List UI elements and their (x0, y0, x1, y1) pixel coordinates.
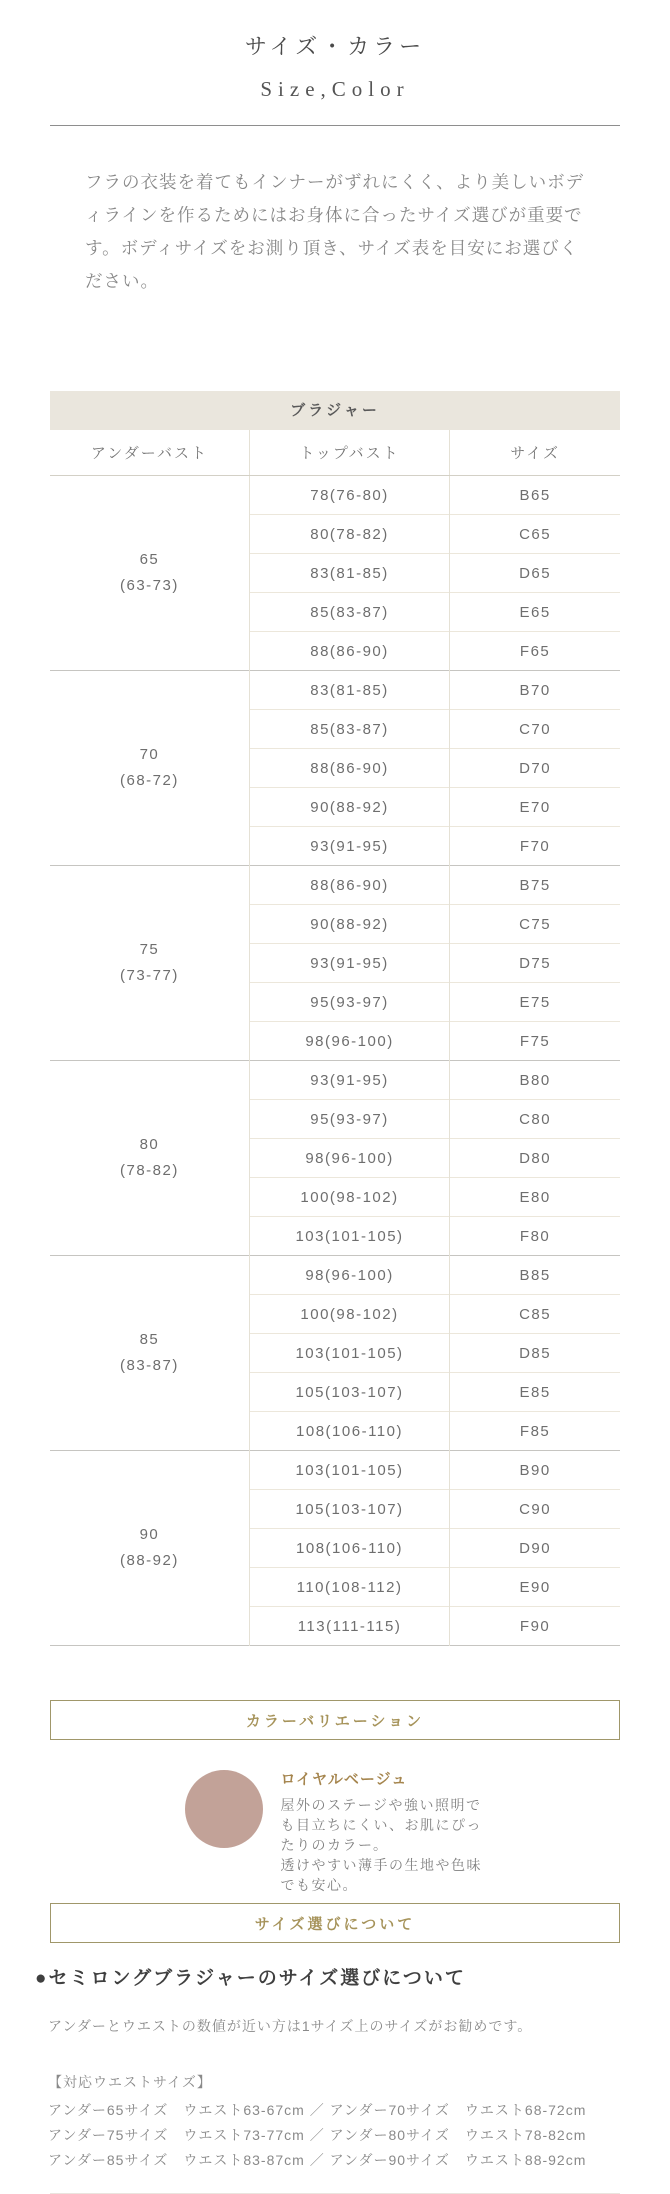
topbust-cell: 105(103-107) (249, 1490, 449, 1529)
size-cell: E85 (450, 1373, 620, 1412)
underbust-value: 80 (139, 1136, 160, 1153)
size-cell: D90 (450, 1529, 620, 1568)
topbust-cell: 98(96-100) (249, 1022, 449, 1061)
page-subtitle: Size,Color (260, 77, 410, 101)
size-cell: B85 (450, 1256, 620, 1295)
size-cell: D80 (450, 1139, 620, 1178)
col-header-size: サイズ (450, 430, 620, 476)
color-variation-section (0, 1700, 670, 1895)
topbust-cell: 88(86-90) (249, 866, 449, 905)
size-up-note: アンダーとウエストの数値が近い方は1サイズ上のサイズがお勧めです。 (48, 2018, 533, 2034)
size-cell: B80 (450, 1061, 620, 1100)
bra-size-table (50, 430, 620, 1646)
waist-size-line: アンダー85サイズ ウエスト83-87cm ／ アンダー90サイズ ウエスト88-92cm (48, 2152, 587, 2168)
topbust-cell: 105(103-107) (249, 1373, 449, 1412)
underbust-cell (50, 866, 249, 1061)
underbust-value: 70 (139, 746, 160, 763)
topbust-cell: 103(101-105) (249, 1334, 449, 1373)
underbust-range: (68-72) (119, 772, 179, 789)
size-cell: D70 (450, 749, 620, 788)
color-name: ロイヤルベージュ (280, 1771, 408, 1788)
size-cell: C90 (450, 1490, 620, 1529)
size-cell: F70 (450, 827, 620, 866)
color-description-1: 屋外のステージや強い照明でも目立ちにくい、お肌にぴったりのカラー。 (280, 1797, 482, 1853)
topbust-cell: 98(96-100) (249, 1139, 449, 1178)
table-row (50, 866, 620, 905)
bra-size-table-section (50, 391, 620, 1646)
size-cell: D65 (450, 554, 620, 593)
table-row (50, 1451, 620, 1490)
size-cell: F75 (450, 1022, 620, 1061)
intro-text: フラの衣装を着てもインナーがずれにくく、より美しいボディラインを作るためにはお身体に合ったサイズ選びが重要です。ボディサイズをお測り頂き、サイズ表を目安にお選びください。 (85, 172, 585, 291)
underbust-value: 90 (139, 1526, 160, 1543)
swatch-text-block (281, 1768, 486, 1895)
topbust-cell: 90(88-92) (249, 788, 449, 827)
size-cell: B65 (450, 476, 620, 515)
underbust-cell (50, 476, 249, 671)
topbust-cell: 93(91-95) (249, 944, 449, 983)
topbust-cell: 108(106-110) (249, 1412, 449, 1451)
size-cell: B70 (450, 671, 620, 710)
topbust-cell: 95(93-97) (249, 983, 449, 1022)
underbust-range: (83-87) (119, 1357, 179, 1374)
topbust-cell: 80(78-82) (249, 515, 449, 554)
size-cell: F90 (450, 1607, 620, 1646)
topbust-cell: 100(98-102) (249, 1295, 449, 1334)
size-guide-section (0, 1903, 670, 2194)
underbust-value: 75 (139, 941, 160, 958)
topbust-cell: 110(108-112) (249, 1568, 449, 1607)
topbust-cell: 85(83-87) (249, 710, 449, 749)
topbust-cell: 95(93-97) (249, 1100, 449, 1139)
size-cell: E65 (450, 593, 620, 632)
size-cell: C65 (450, 515, 620, 554)
topbust-cell: 88(86-90) (249, 749, 449, 788)
underbust-range: (63-73) (119, 577, 179, 594)
size-cell: C85 (450, 1295, 620, 1334)
size-cell: D85 (450, 1334, 620, 1373)
underbust-range: (78-82) (119, 1162, 179, 1179)
size-cell: C75 (450, 905, 620, 944)
waist-size-line: アンダー65サイズ ウエスト63-67cm ／ アンダー70サイズ ウエスト68-72cm (48, 2102, 587, 2118)
col-header-underbust: アンダーバスト (50, 430, 249, 476)
topbust-cell: 83(81-85) (249, 671, 449, 710)
size-cell: E70 (450, 788, 620, 827)
topbust-cell: 85(83-87) (249, 593, 449, 632)
topbust-cell: 93(91-95) (249, 1061, 449, 1100)
topbust-cell: 103(101-105) (249, 1217, 449, 1256)
size-cell: D75 (450, 944, 620, 983)
underbust-cell (50, 671, 249, 866)
waist-size-line: アンダー75サイズ ウエスト73-77cm ／ アンダー80サイズ ウエスト78-82cm (48, 2127, 587, 2143)
topbust-cell: 113(111-115) (249, 1607, 449, 1646)
size-cell: B90 (450, 1451, 620, 1490)
topbust-cell: 78(76-80) (249, 476, 449, 515)
size-cell: B75 (450, 866, 620, 905)
size-cell: E75 (450, 983, 620, 1022)
title-divider (50, 125, 620, 126)
size-guide-title: サイズ選びについて (254, 1915, 416, 1933)
underbust-range: (88-92) (119, 1552, 179, 1569)
table-header-row (50, 430, 620, 476)
size-guide-heading-box (50, 1903, 620, 1943)
topbust-cell: 103(101-105) (249, 1451, 449, 1490)
waist-size-title: 【対応ウエストサイズ】 (48, 2074, 212, 2090)
size-cell: F65 (450, 632, 620, 671)
size-cell: E90 (450, 1568, 620, 1607)
color-swatch-row (0, 1768, 670, 1895)
table-caption-bra: ブラジャー (50, 391, 620, 430)
page-title: サイズ・カラー (244, 34, 426, 59)
topbust-cell: 93(91-95) (249, 827, 449, 866)
table-row (50, 671, 620, 710)
table-row (50, 1061, 620, 1100)
topbust-cell: 108(106-110) (249, 1529, 449, 1568)
size-cell: C70 (450, 710, 620, 749)
topbust-cell: 98(96-100) (249, 1256, 449, 1295)
page-header (0, 0, 670, 102)
color-variation-heading-box (50, 1700, 620, 1740)
topbust-cell: 83(81-85) (249, 554, 449, 593)
underbust-cell (50, 1451, 249, 1646)
size-cell: E80 (450, 1178, 620, 1217)
color-description-2: 透けやすい薄手の生地や色味でも安心。 (280, 1857, 482, 1893)
size-cell: F85 (450, 1412, 620, 1451)
topbust-cell: 88(86-90) (249, 632, 449, 671)
table-row (50, 476, 620, 515)
size-cell: F80 (450, 1217, 620, 1256)
underbust-range: (73-77) (119, 967, 179, 984)
waist-size-block (48, 2072, 635, 2173)
col-header-topbust: トップバスト (249, 430, 449, 476)
size-cell: C80 (450, 1100, 620, 1139)
topbust-cell: 100(98-102) (249, 1178, 449, 1217)
underbust-cell (50, 1061, 249, 1256)
color-variation-title: カラーバリエーション (245, 1712, 425, 1730)
underbust-value: 85 (139, 1331, 160, 1348)
royal-beige-swatch (185, 1770, 263, 1848)
underbust-cell (50, 1256, 249, 1451)
table-row (50, 1256, 620, 1295)
semi-long-bra-heading: ●セミロングブラジャーのサイズ選びについて (35, 1968, 466, 1989)
topbust-cell: 90(88-92) (249, 905, 449, 944)
underbust-value: 65 (139, 551, 160, 568)
